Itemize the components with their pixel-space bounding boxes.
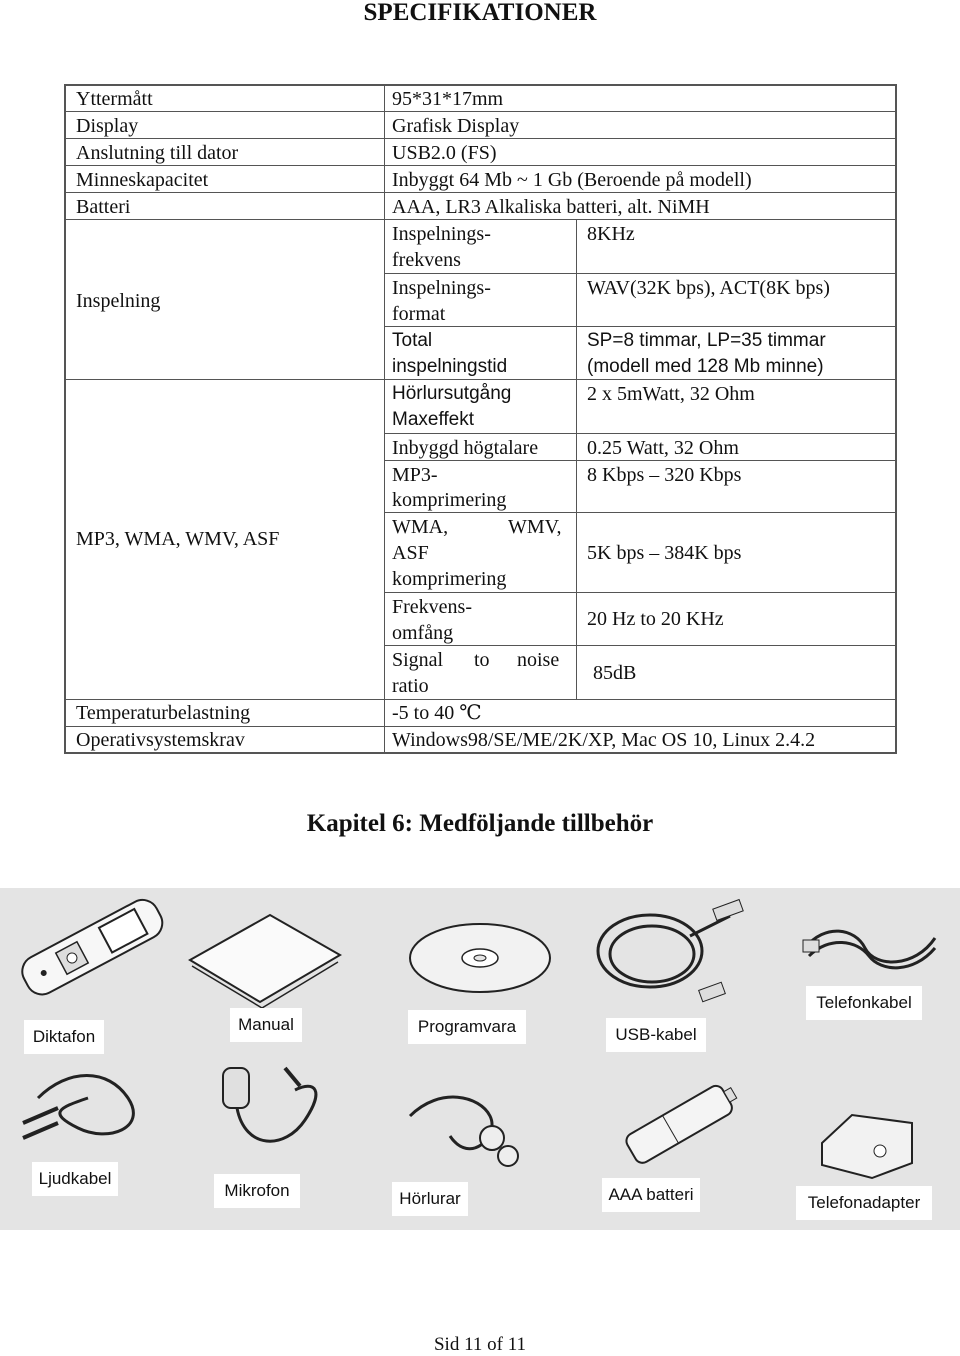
spec-sublabel: omfång: [392, 622, 454, 644]
spec-value: 5K bps – 384K bps: [587, 542, 742, 564]
spec-label: Anslutning till dator: [76, 142, 239, 164]
label-ljudkabel: Ljudkabel: [32, 1162, 118, 1196]
spec-value: 8 Kbps – 320 Kbps: [587, 464, 742, 486]
label-programvara: Programvara: [408, 1010, 526, 1044]
spec-sublabel: MP3-: [392, 464, 438, 486]
page-title: SPECIFIKATIONER: [363, 0, 597, 26]
spec-sublabel: WMA,: [392, 516, 449, 538]
chapter-heading: Kapitel 6: Medföljande tillbehör: [306, 810, 654, 837]
spec-value: USB2.0 (FS): [392, 142, 497, 164]
spec-sublabel: Total: [392, 330, 433, 351]
spec-sublabel: Frekvens-: [392, 596, 472, 618]
spec-value: Grafisk Display: [392, 115, 520, 137]
spec-value: (modell med 128 Mb minne): [587, 356, 824, 377]
spec-value: AAA, LR3 Alkaliska batteri, alt. NiMH: [392, 196, 710, 218]
battery-illustration: [608, 1076, 758, 1166]
spec-value: 95*31*17mm: [392, 88, 504, 110]
earphones-illustration: [400, 1076, 540, 1186]
spec-sublabel: noise: [517, 649, 560, 671]
spec-label: Minneskapacitet: [76, 169, 209, 191]
label-manual: Manual: [230, 1008, 302, 1042]
manual-illustration: [180, 910, 350, 1010]
label-aaa-batteri: AAA batteri: [602, 1178, 700, 1212]
spec-group-label: Inspelning: [76, 290, 161, 312]
spec-value: 2 x 5mWatt, 32 Ohm: [587, 383, 755, 405]
spec-group-label: MP3, WMA, WMV, ASF: [76, 528, 280, 550]
spec-value: 85dB: [593, 662, 637, 684]
label-usb-kabel: USB-kabel: [606, 1018, 706, 1052]
spec-value: -5 to 40 ℃: [392, 702, 482, 724]
spec-label: Batteri: [76, 196, 131, 218]
spec-sublabel: Inbyggd högtalare: [392, 437, 539, 459]
dictaphone-illustration: [10, 890, 170, 1000]
spec-sublabel: Signal: [392, 649, 444, 671]
spec-value: 0.25 Watt, 32 Ohm: [587, 437, 739, 459]
label-diktafon: Diktafon: [24, 1020, 104, 1054]
spec-sublabel: Inspelnings-: [392, 277, 491, 299]
spec-value: WAV(32K bps), ACT(8K bps): [587, 277, 830, 299]
label-horlurar: Hörlurar: [392, 1182, 468, 1216]
spec-sublabel: frekvens: [392, 249, 461, 271]
spec-value: SP=8 timmar, LP=35 timmar: [587, 330, 826, 351]
spec-value: 20 Hz to 20 KHz: [587, 608, 724, 630]
spec-sublabel: ratio: [392, 675, 429, 697]
label-telefonkabel: Telefonkabel: [806, 986, 922, 1020]
spec-sublabel: ASF: [392, 542, 429, 564]
spec-sublabel: to: [474, 649, 490, 671]
usb-cable-illustration: [590, 896, 750, 1016]
spec-sublabel: Inspelnings-: [392, 223, 491, 245]
audio-cable-illustration: [18, 1068, 158, 1148]
label-mikrofon: Mikrofon: [214, 1174, 300, 1208]
spec-label: Temperaturbelastning: [76, 702, 251, 724]
spec-label: Yttermått: [76, 88, 153, 110]
spec-value: Inbyggt 64 Mb ~ 1 Gb (Beroende på modell): [392, 169, 752, 191]
spec-sublabel: komprimering: [392, 489, 507, 511]
spec-label: Display: [76, 115, 139, 137]
phone-adapter-illustration: [812, 1103, 922, 1183]
spec-label: Operativsystemskrav: [76, 729, 245, 751]
page-footer: Sid 11 of 11: [433, 1334, 526, 1355]
accessories-figure: [0, 888, 960, 1230]
spec-sublabel: format: [392, 303, 446, 325]
spec-sublabel: komprimering: [392, 568, 507, 590]
phone-cable-illustration: [795, 908, 945, 988]
label-telefonadapter: Telefonadapter: [796, 1186, 932, 1220]
cd-illustration: [405, 918, 555, 998]
spec-sublabel: inspelningstid: [392, 356, 508, 377]
spec-sublabel: Maxeffekt: [392, 409, 475, 430]
spec-sublabel: WMV,: [508, 516, 562, 538]
spec-sublabel: Hörlursutgång: [392, 383, 512, 404]
spec-value: 8KHz: [587, 223, 635, 245]
microphone-illustration: [205, 1060, 345, 1170]
spec-value: Windows98/SE/ME/2K/XP, Mac OS 10, Linux 2.4.2: [392, 729, 816, 751]
